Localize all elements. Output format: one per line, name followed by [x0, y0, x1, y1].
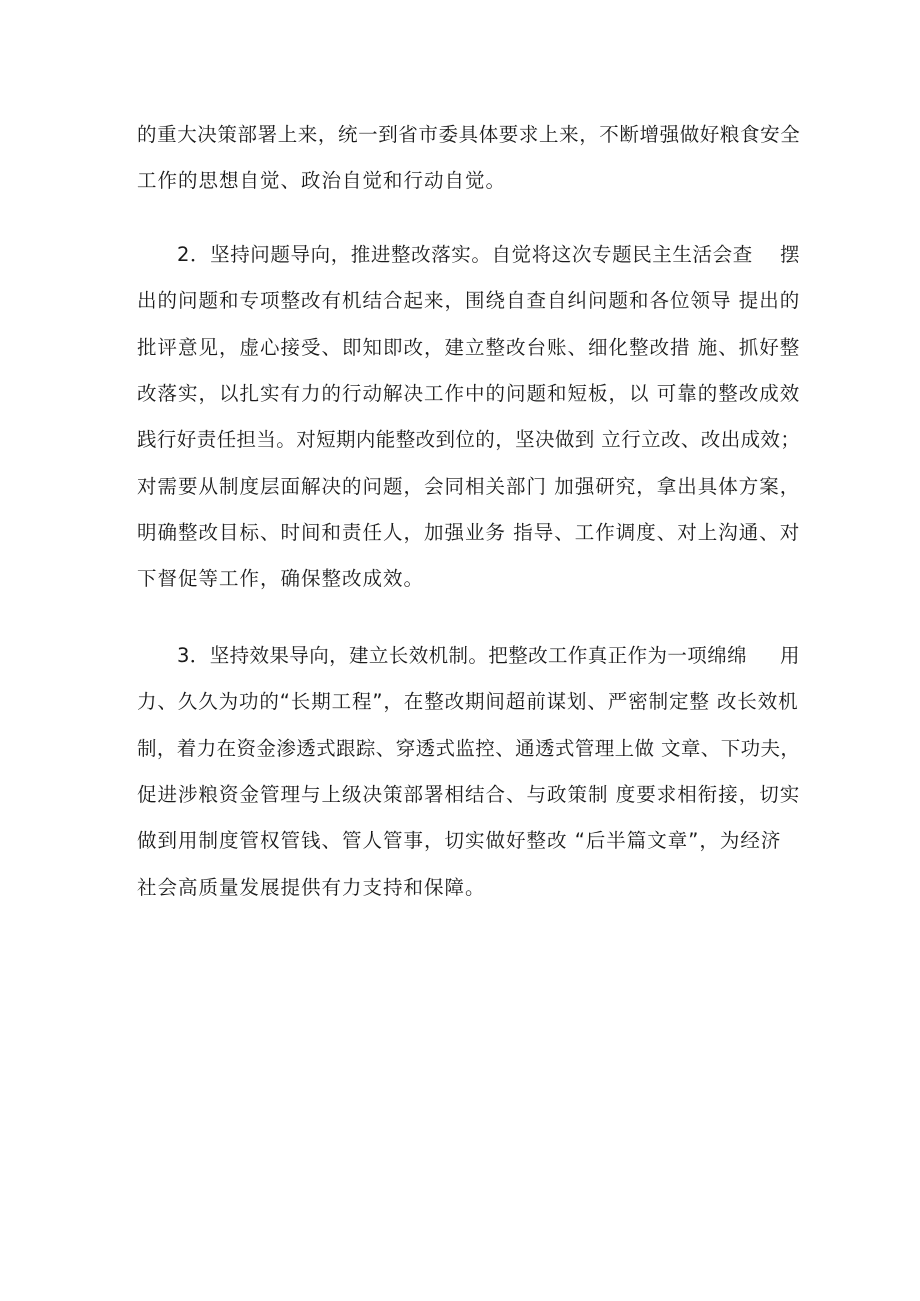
paragraph-3-line-4: 促进涉粮资金管理与上级决策部署相结合、与政策制 度要求相衔接，切实 — [137, 783, 801, 806]
paragraph-2-line-8: 下督促等工作，确保整改成效。 — [137, 567, 425, 590]
paragraph-3-line-1: 3．坚持效果导向，建立长效机制。把整改工作真正作为一项绵绵 用 — [177, 644, 800, 667]
paragraph-2-line-6: 对需要从制度层面解决的问题，会同相关部门 加强研究，拿出具体方案， — [137, 475, 801, 498]
paragraph-3-line-6: 社会高质量发展提供有力支持和保障。 — [137, 876, 486, 899]
paragraph-1-line-2: 工作的思想自觉、政治自觉和行动自觉。 — [137, 169, 507, 192]
paragraph-2-line-4: 改落实，以扎实有力的行动解决工作中的问题和短板，以 可靠的整改成效 — [137, 382, 801, 405]
paragraph-3-line-2: 力、久久为功的“长期工程”，在整改期间超前谋划、严密制定整 改长效机 — [137, 690, 799, 713]
paragraph-3-line-3: 制，着力在资金渗透式跟踪、穿透式监控、通透式管理上做 文章、下功夫， — [137, 737, 801, 760]
paragraph-2-line-7: 明确整改目标、时间和责任人，加强业务 指导、工作调度、对上沟通、对 — [137, 521, 801, 544]
paragraph-2-line-2: 出的问题和专项整改有机结合起来，围绕自查自纠问题和各位领导 提出的 — [137, 289, 801, 312]
paragraph-3-line-5: 做到用制度管权管钱、管人管事，切实做好整改 “后半篇文章”，为经济 — [137, 829, 782, 852]
paragraph-2-line-1: 2．坚持问题导向，推进整改落实。自觉将这次专题民主生活会查 摆 — [177, 243, 801, 266]
paragraph-2-line-5: 践行好责任担当。对短期内能整改到位的，坚决做到 立行立改、改出成效； — [137, 428, 801, 451]
paragraph-1-line-1: 的重大决策部署上来，统一到省市委具体要求上来，不断增强做好粮食安全 — [137, 123, 801, 146]
paragraph-2-line-3: 批评意见，虚心接受、即知即改，建立整改台账、细化整改措 施、抓好整 — [137, 336, 801, 359]
